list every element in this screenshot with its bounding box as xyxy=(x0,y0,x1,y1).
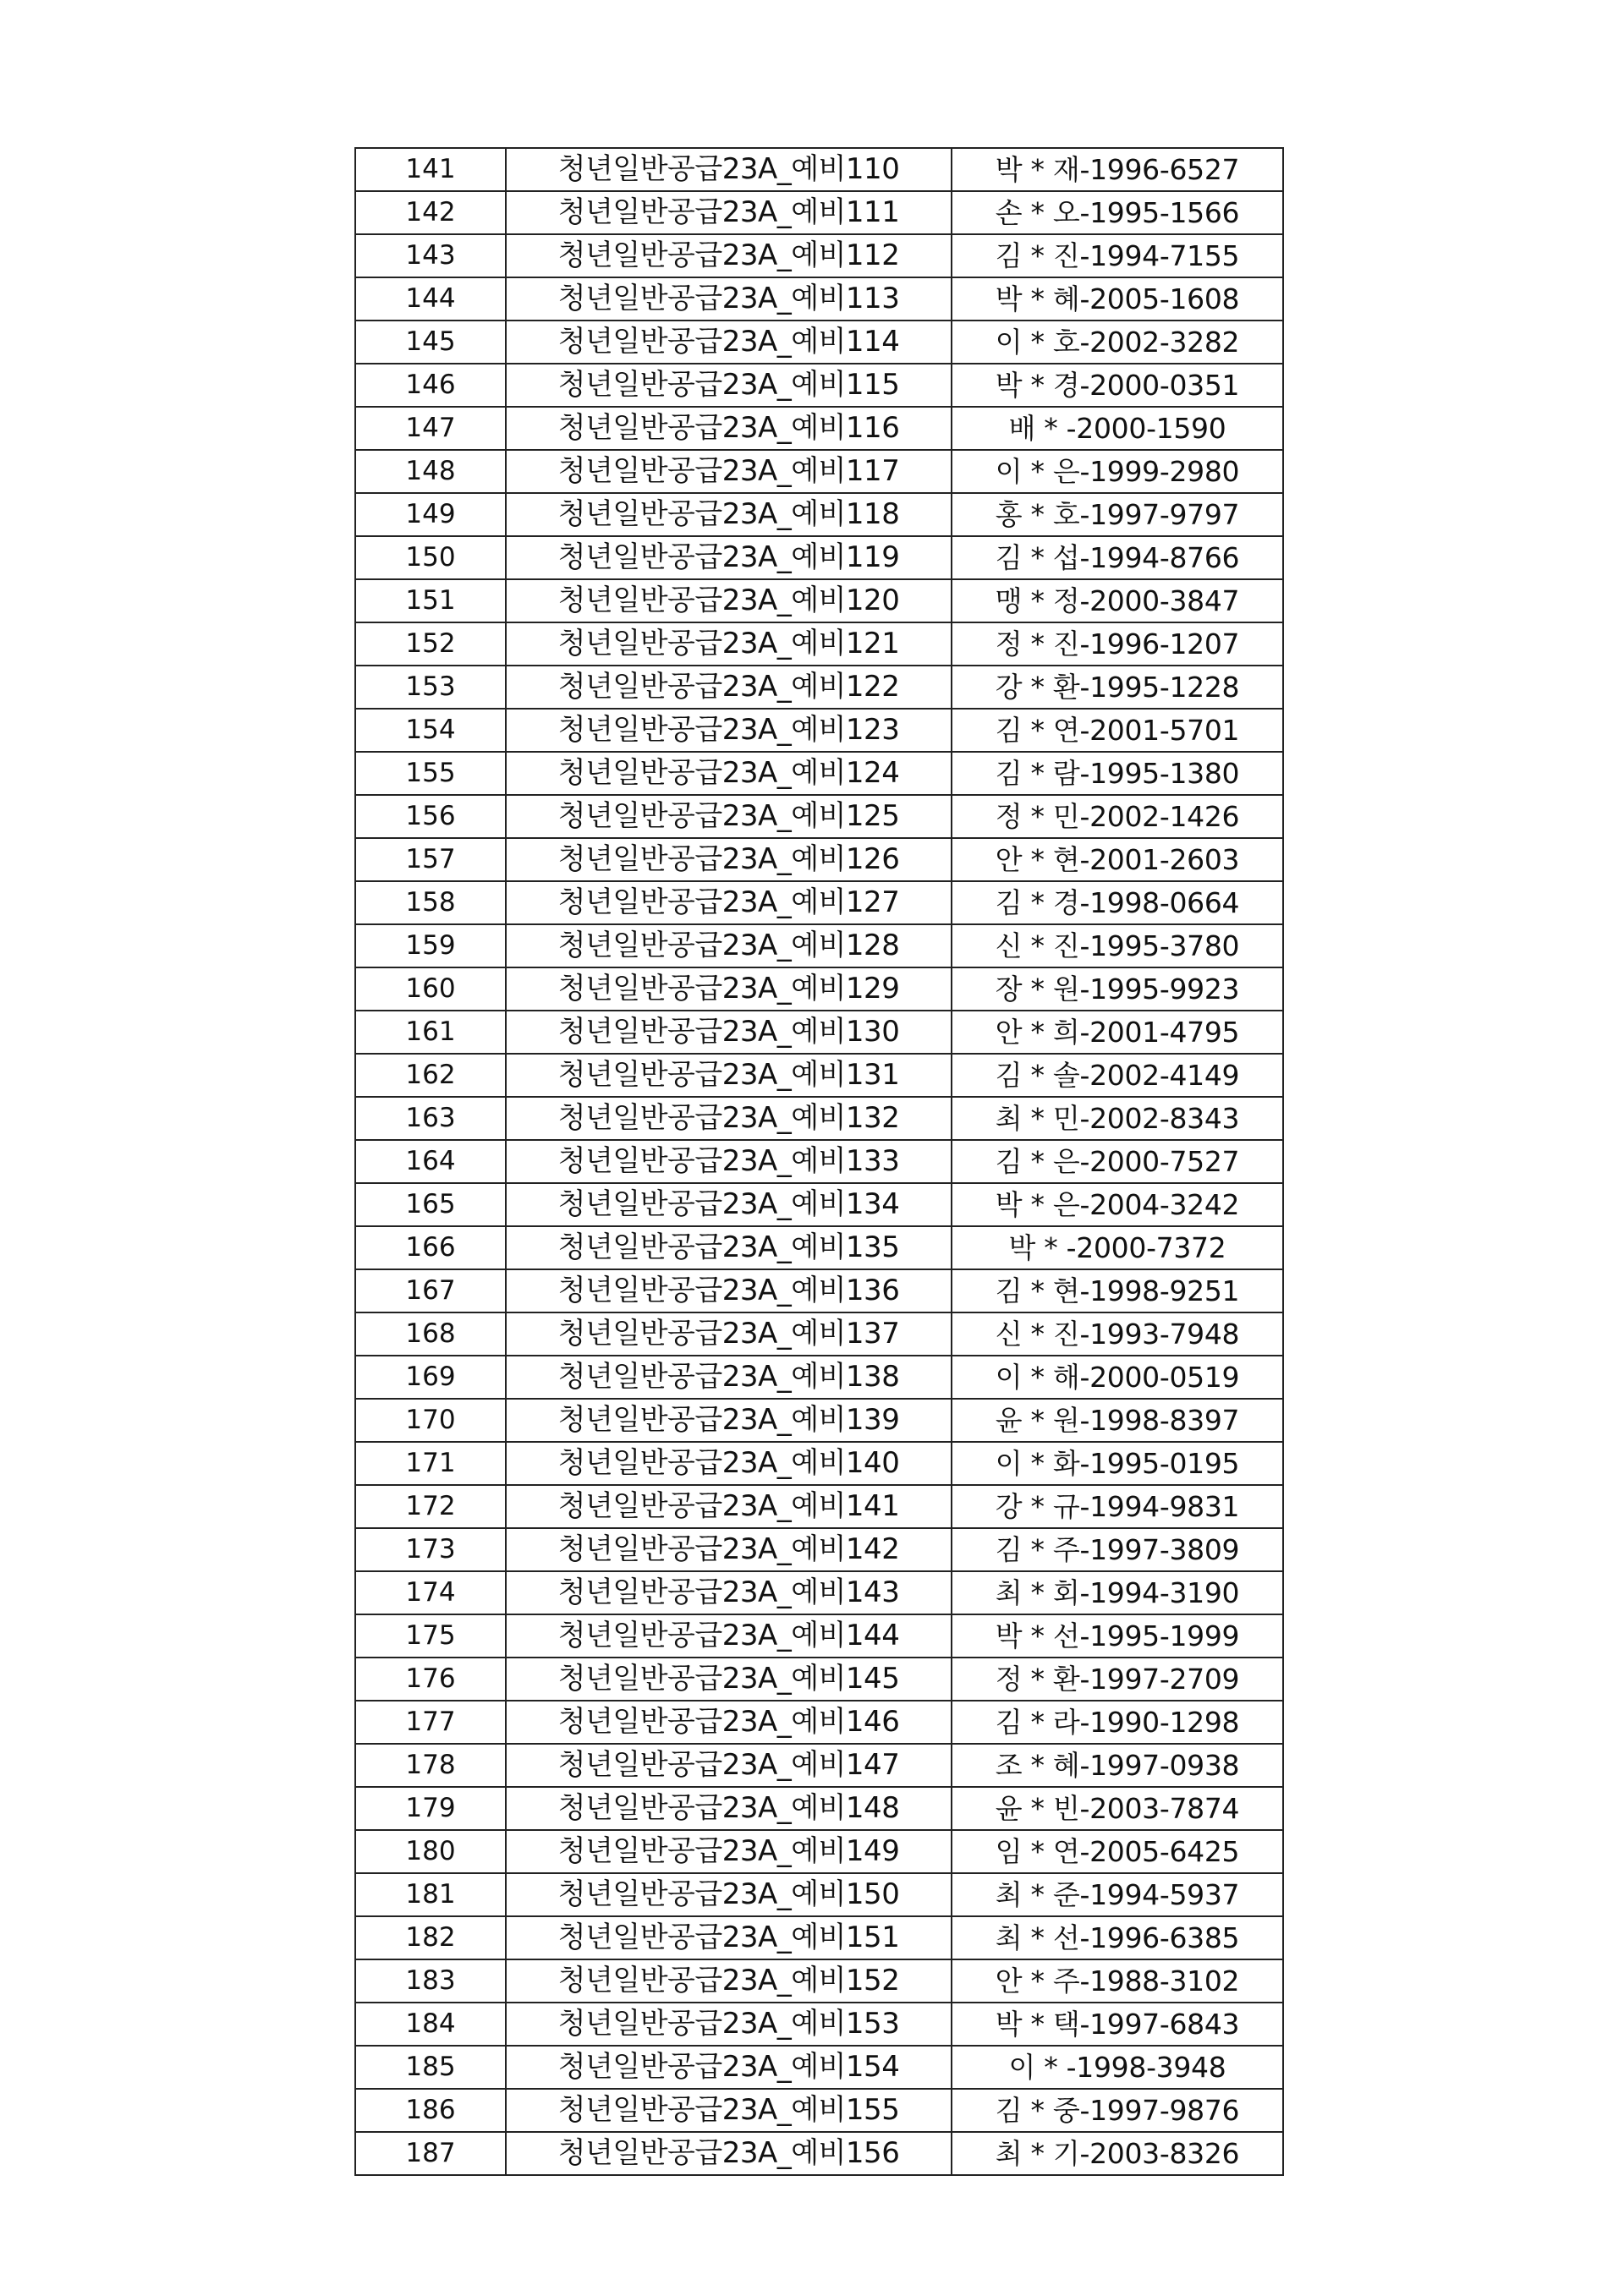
applicant-cell: 박 * -2000-7372 xyxy=(952,1226,1283,1269)
category-cell: 청년일반공급23A_예비122 xyxy=(506,666,952,709)
applicant-cell: 김 * 은-2000-7527 xyxy=(952,1140,1283,1183)
category-cell: 청년일반공급23A_예비144 xyxy=(506,1614,952,1658)
row-number-cell: 144 xyxy=(355,277,506,321)
category-cell: 청년일반공급23A_예비153 xyxy=(506,2003,952,2046)
applicant-cell: 장 * 원-1995-9923 xyxy=(952,967,1283,1011)
applicant-cell: 이 * 호-2002-3282 xyxy=(952,321,1283,364)
table-row xyxy=(355,795,1283,838)
applicant-cell: 안 * 주-1988-3102 xyxy=(952,1959,1283,2003)
applicant-cell: 김 * 람-1995-1380 xyxy=(952,752,1283,795)
row-number-cell: 146 xyxy=(355,364,506,407)
table-row xyxy=(355,321,1283,364)
row-number-cell: 163 xyxy=(355,1097,506,1140)
category-cell: 청년일반공급23A_예비141 xyxy=(506,1485,952,1528)
applicant-table xyxy=(354,147,1284,2176)
category-cell: 청년일반공급23A_예비125 xyxy=(506,795,952,838)
table-row xyxy=(355,1399,1283,1442)
table-row xyxy=(355,2132,1283,2175)
row-number-cell: 161 xyxy=(355,1011,506,1054)
table-row xyxy=(355,579,1283,622)
category-cell: 청년일반공급23A_예비136 xyxy=(506,1269,952,1312)
table-row xyxy=(355,1787,1283,1830)
table-row xyxy=(355,234,1283,277)
row-number-cell: 143 xyxy=(355,234,506,277)
row-number-cell: 187 xyxy=(355,2132,506,2175)
applicant-cell: 최 * 준-1994-5937 xyxy=(952,1873,1283,1916)
applicant-cell: 강 * 환-1995-1228 xyxy=(952,666,1283,709)
row-number-cell: 169 xyxy=(355,1356,506,1399)
row-number-cell: 141 xyxy=(355,148,506,191)
category-cell: 청년일반공급23A_예비147 xyxy=(506,1744,952,1787)
applicant-cell: 맹 * 정-2000-3847 xyxy=(952,579,1283,622)
applicant-cell: 김 * 경-1998-0664 xyxy=(952,881,1283,924)
table-row xyxy=(355,752,1283,795)
row-number-cell: 182 xyxy=(355,1916,506,1959)
category-cell: 청년일반공급23A_예비118 xyxy=(506,493,952,536)
category-cell: 청년일반공급23A_예비132 xyxy=(506,1097,952,1140)
row-number-cell: 149 xyxy=(355,493,506,536)
category-cell: 청년일반공급23A_예비133 xyxy=(506,1140,952,1183)
category-cell: 청년일반공급23A_예비151 xyxy=(506,1916,952,1959)
table-row xyxy=(355,2003,1283,2046)
applicant-cell: 박 * 혜-2005-1608 xyxy=(952,277,1283,321)
category-cell: 청년일반공급23A_예비138 xyxy=(506,1356,952,1399)
applicant-cell: 박 * 은-2004-3242 xyxy=(952,1183,1283,1226)
applicant-cell: 임 * 연-2005-6425 xyxy=(952,1830,1283,1873)
row-number-cell: 153 xyxy=(355,666,506,709)
applicant-cell: 김 * 라-1990-1298 xyxy=(952,1701,1283,1744)
category-cell: 청년일반공급23A_예비149 xyxy=(506,1830,952,1873)
table-row xyxy=(355,1528,1283,1571)
applicant-cell: 안 * 현-2001-2603 xyxy=(952,838,1283,881)
row-number-cell: 157 xyxy=(355,838,506,881)
category-cell: 청년일반공급23A_예비146 xyxy=(506,1701,952,1744)
category-cell: 청년일반공급23A_예비156 xyxy=(506,2132,952,2175)
applicant-cell: 김 * 주-1997-3809 xyxy=(952,1528,1283,1571)
category-cell: 청년일반공급23A_예비130 xyxy=(506,1011,952,1054)
table-row xyxy=(355,881,1283,924)
table-row xyxy=(355,364,1283,407)
category-cell: 청년일반공급23A_예비143 xyxy=(506,1571,952,1614)
table-row xyxy=(355,191,1283,234)
category-cell: 청년일반공급23A_예비131 xyxy=(506,1054,952,1097)
table-row xyxy=(355,1183,1283,1226)
row-number-cell: 162 xyxy=(355,1054,506,1097)
category-cell: 청년일반공급23A_예비134 xyxy=(506,1183,952,1226)
category-cell: 청년일반공급23A_예비145 xyxy=(506,1658,952,1701)
category-cell: 청년일반공급23A_예비150 xyxy=(506,1873,952,1916)
row-number-cell: 168 xyxy=(355,1312,506,1356)
row-number-cell: 151 xyxy=(355,579,506,622)
table-body xyxy=(355,148,1283,2175)
table-row xyxy=(355,666,1283,709)
table-row xyxy=(355,2046,1283,2089)
table-row xyxy=(355,1658,1283,1701)
applicant-cell: 박 * 재-1996-6527 xyxy=(952,148,1283,191)
category-cell: 청년일반공급23A_예비124 xyxy=(506,752,952,795)
table-row xyxy=(355,2089,1283,2132)
applicant-cell: 김 * 중-1997-9876 xyxy=(952,2089,1283,2132)
category-cell: 청년일반공급23A_예비139 xyxy=(506,1399,952,1442)
applicant-cell: 안 * 희-2001-4795 xyxy=(952,1011,1283,1054)
row-number-cell: 152 xyxy=(355,622,506,666)
category-cell: 청년일반공급23A_예비135 xyxy=(506,1226,952,1269)
row-number-cell: 172 xyxy=(355,1485,506,1528)
table-row xyxy=(355,1873,1283,1916)
row-number-cell: 174 xyxy=(355,1571,506,1614)
applicant-cell: 배 * -2000-1590 xyxy=(952,407,1283,450)
category-cell: 청년일반공급23A_예비140 xyxy=(506,1442,952,1485)
row-number-cell: 158 xyxy=(355,881,506,924)
row-number-cell: 186 xyxy=(355,2089,506,2132)
table-row xyxy=(355,1916,1283,1959)
category-cell: 청년일반공급23A_예비154 xyxy=(506,2046,952,2089)
category-cell: 청년일반공급23A_예비123 xyxy=(506,709,952,752)
category-cell: 청년일반공급23A_예비126 xyxy=(506,838,952,881)
applicant-cell: 최 * 회-1994-3190 xyxy=(952,1571,1283,1614)
row-number-cell: 181 xyxy=(355,1873,506,1916)
table-row xyxy=(355,277,1283,321)
row-number-cell: 184 xyxy=(355,2003,506,2046)
applicant-cell: 조 * 혜-1997-0938 xyxy=(952,1744,1283,1787)
row-number-cell: 173 xyxy=(355,1528,506,1571)
category-cell: 청년일반공급23A_예비116 xyxy=(506,407,952,450)
row-number-cell: 185 xyxy=(355,2046,506,2089)
row-number-cell: 166 xyxy=(355,1226,506,1269)
row-number-cell: 171 xyxy=(355,1442,506,1485)
table-row xyxy=(355,1959,1283,2003)
row-number-cell: 147 xyxy=(355,407,506,450)
row-number-cell: 155 xyxy=(355,752,506,795)
row-number-cell: 176 xyxy=(355,1658,506,1701)
applicant-cell: 박 * 선-1995-1999 xyxy=(952,1614,1283,1658)
row-number-cell: 179 xyxy=(355,1787,506,1830)
applicant-cell: 이 * 화-1995-0195 xyxy=(952,1442,1283,1485)
row-number-cell: 180 xyxy=(355,1830,506,1873)
table-row xyxy=(355,536,1283,579)
table-row xyxy=(355,1011,1283,1054)
table-row xyxy=(355,1097,1283,1140)
category-cell: 청년일반공급23A_예비119 xyxy=(506,536,952,579)
applicant-cell: 김 * 섭-1994-8766 xyxy=(952,536,1283,579)
table-row xyxy=(355,967,1283,1011)
table-row xyxy=(355,450,1283,493)
applicant-cell: 정 * 진-1996-1207 xyxy=(952,622,1283,666)
row-number-cell: 178 xyxy=(355,1744,506,1787)
applicant-cell: 김 * 현-1998-9251 xyxy=(952,1269,1283,1312)
row-number-cell: 183 xyxy=(355,1959,506,2003)
table-row xyxy=(355,1571,1283,1614)
table-row xyxy=(355,1701,1283,1744)
applicant-cell: 김 * 진-1994-7155 xyxy=(952,234,1283,277)
row-number-cell: 145 xyxy=(355,321,506,364)
row-number-cell: 175 xyxy=(355,1614,506,1658)
table-row xyxy=(355,1356,1283,1399)
category-cell: 청년일반공급23A_예비155 xyxy=(506,2089,952,2132)
applicant-cell: 이 * -1998-3948 xyxy=(952,2046,1283,2089)
applicant-cell: 김 * 연-2001-5701 xyxy=(952,709,1283,752)
category-cell: 청년일반공급23A_예비152 xyxy=(506,1959,952,2003)
applicant-cell: 손 * 오-1995-1566 xyxy=(952,191,1283,234)
table-row xyxy=(355,1830,1283,1873)
applicant-cell: 김 * 솔-2002-4149 xyxy=(952,1054,1283,1097)
applicant-cell: 강 * 규-1994-9831 xyxy=(952,1485,1283,1528)
category-cell: 청년일반공급23A_예비111 xyxy=(506,191,952,234)
row-number-cell: 164 xyxy=(355,1140,506,1183)
row-number-cell: 142 xyxy=(355,191,506,234)
category-cell: 청년일반공급23A_예비127 xyxy=(506,881,952,924)
row-number-cell: 148 xyxy=(355,450,506,493)
applicant-cell: 최 * 민-2002-8343 xyxy=(952,1097,1283,1140)
applicant-cell: 이 * 해-2000-0519 xyxy=(952,1356,1283,1399)
row-number-cell: 154 xyxy=(355,709,506,752)
table-row xyxy=(355,1054,1283,1097)
row-number-cell: 177 xyxy=(355,1701,506,1744)
category-cell: 청년일반공급23A_예비137 xyxy=(506,1312,952,1356)
row-number-cell: 165 xyxy=(355,1183,506,1226)
row-number-cell: 160 xyxy=(355,967,506,1011)
category-cell: 청년일반공급23A_예비128 xyxy=(506,924,952,967)
category-cell: 청년일반공급23A_예비114 xyxy=(506,321,952,364)
table-row xyxy=(355,924,1283,967)
row-number-cell: 156 xyxy=(355,795,506,838)
applicant-cell: 정 * 민-2002-1426 xyxy=(952,795,1283,838)
category-cell: 청년일반공급23A_예비148 xyxy=(506,1787,952,1830)
applicant-cell: 최 * 기-2003-8326 xyxy=(952,2132,1283,2175)
table-row xyxy=(355,1269,1283,1312)
applicant-cell: 신 * 진-1995-3780 xyxy=(952,924,1283,967)
applicant-cell: 윤 * 원-1998-8397 xyxy=(952,1399,1283,1442)
table-row xyxy=(355,1140,1283,1183)
category-cell: 청년일반공급23A_예비110 xyxy=(506,148,952,191)
category-cell: 청년일반공급23A_예비113 xyxy=(506,277,952,321)
category-cell: 청년일반공급23A_예비121 xyxy=(506,622,952,666)
applicant-cell: 홍 * 호-1997-9797 xyxy=(952,493,1283,536)
applicant-cell: 박 * 택-1997-6843 xyxy=(952,2003,1283,2046)
row-number-cell: 159 xyxy=(355,924,506,967)
row-number-cell: 150 xyxy=(355,536,506,579)
table-row xyxy=(355,493,1283,536)
row-number-cell: 167 xyxy=(355,1269,506,1312)
category-cell: 청년일반공급23A_예비129 xyxy=(506,967,952,1011)
table-row xyxy=(355,148,1283,191)
applicant-cell: 신 * 진-1993-7948 xyxy=(952,1312,1283,1356)
applicant-cell: 이 * 은-1999-2980 xyxy=(952,450,1283,493)
category-cell: 청년일반공급23A_예비142 xyxy=(506,1528,952,1571)
table-row xyxy=(355,1485,1283,1528)
table-row xyxy=(355,709,1283,752)
category-cell: 청년일반공급23A_예비120 xyxy=(506,579,952,622)
table-row xyxy=(355,1442,1283,1485)
table-row xyxy=(355,407,1283,450)
table-row xyxy=(355,1226,1283,1269)
table-row xyxy=(355,622,1283,666)
applicant-cell: 박 * 경-2000-0351 xyxy=(952,364,1283,407)
table-row xyxy=(355,1312,1283,1356)
applicant-cell: 윤 * 빈-2003-7874 xyxy=(952,1787,1283,1830)
table-row xyxy=(355,1744,1283,1787)
table-row xyxy=(355,838,1283,881)
category-cell: 청년일반공급23A_예비117 xyxy=(506,450,952,493)
row-number-cell: 170 xyxy=(355,1399,506,1442)
category-cell: 청년일반공급23A_예비112 xyxy=(506,234,952,277)
applicant-cell: 최 * 선-1996-6385 xyxy=(952,1916,1283,1959)
category-cell: 청년일반공급23A_예비115 xyxy=(506,364,952,407)
table-row xyxy=(355,1614,1283,1658)
applicant-cell: 정 * 환-1997-2709 xyxy=(952,1658,1283,1701)
